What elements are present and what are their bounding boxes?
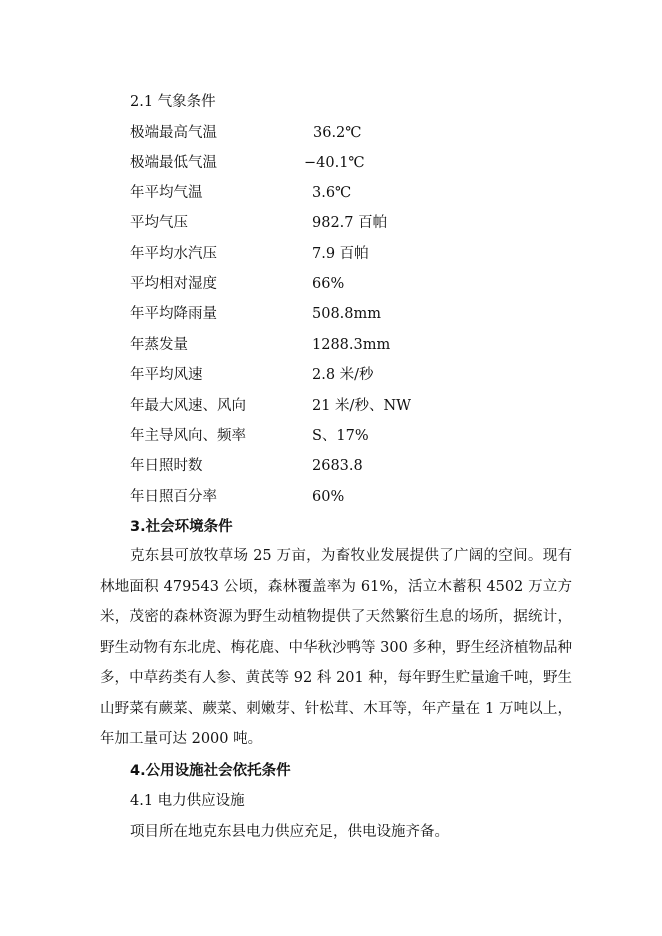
section-3-paragraph: 克东县可放牧草场 25 万亩，为畜牧业发展提供了广阔的空间。现有林地面积 479543 公顷，森林覆盖率为 61%，活立木蓄积 4502 万立方米，茂密的森林资源为野生动植物提供了天然繁衍生息的场所，据统计，野生动物有东北虎、梅花鹿、中华秋沙鸭等 300 多种，野生经济植物品种多，中草药类有人参、黄芪等 92 科 201 种，每年野生贮量逾千吨，野生山野菜有蕨菜、蕨菜、刺嫩芽、针松茸、木耳等，年产量在 1 万吨以上，年加工量可达 2000 吨。: [100, 548, 572, 747]
climate-label: 年最大风速、风向: [130, 398, 246, 414]
climate-value: 982.7 百帕: [312, 215, 388, 231]
climate-value: 3.6℃: [312, 185, 352, 201]
climate-label: 年平均风速: [130, 367, 203, 383]
climate-value: 21 米/秒、NW: [312, 398, 412, 414]
section-3-heading: 3.社会环境条件: [130, 519, 233, 535]
climate-value: 7.9 百帕: [312, 246, 369, 262]
climate-label: 年平均水汽压: [130, 246, 217, 262]
climate-label: 平均气压: [130, 215, 188, 231]
climate-value: 508.8mm: [312, 306, 382, 322]
climate-label: 年主导风向、频率: [130, 428, 246, 444]
section-4-1-heading: 4.1 电力供应设施: [130, 793, 245, 809]
section-2-1-heading: 2.1 气象条件: [130, 94, 216, 110]
climate-label: 年日照百分率: [130, 489, 217, 505]
section-4-heading: 4.公用设施社会依托条件: [130, 763, 291, 779]
climate-label: 极端最高气温: [130, 125, 217, 141]
climate-label: 极端最低气温: [130, 155, 217, 171]
climate-value: 2.8 米/秒: [312, 367, 374, 383]
climate-value: 2683.8: [312, 458, 363, 474]
climate-value: 36.2℃: [313, 125, 362, 141]
section-4-1-paragraph: 项目所在地克东县电力供应充足，供电设施齐备。: [130, 824, 449, 840]
climate-value: 60%: [312, 489, 345, 505]
climate-value: 66%: [312, 276, 345, 292]
climate-value: S、17%: [312, 428, 369, 444]
climate-label: 年平均气温: [130, 185, 203, 201]
climate-label: 年蒸发量: [130, 337, 188, 353]
climate-value: −40.1℃: [304, 155, 365, 171]
climate-value: 1288.3mm: [312, 337, 391, 353]
climate-label: 年日照时数: [130, 458, 203, 474]
climate-label: 年平均降雨量: [130, 306, 217, 322]
climate-label: 平均相对湿度: [130, 276, 217, 292]
